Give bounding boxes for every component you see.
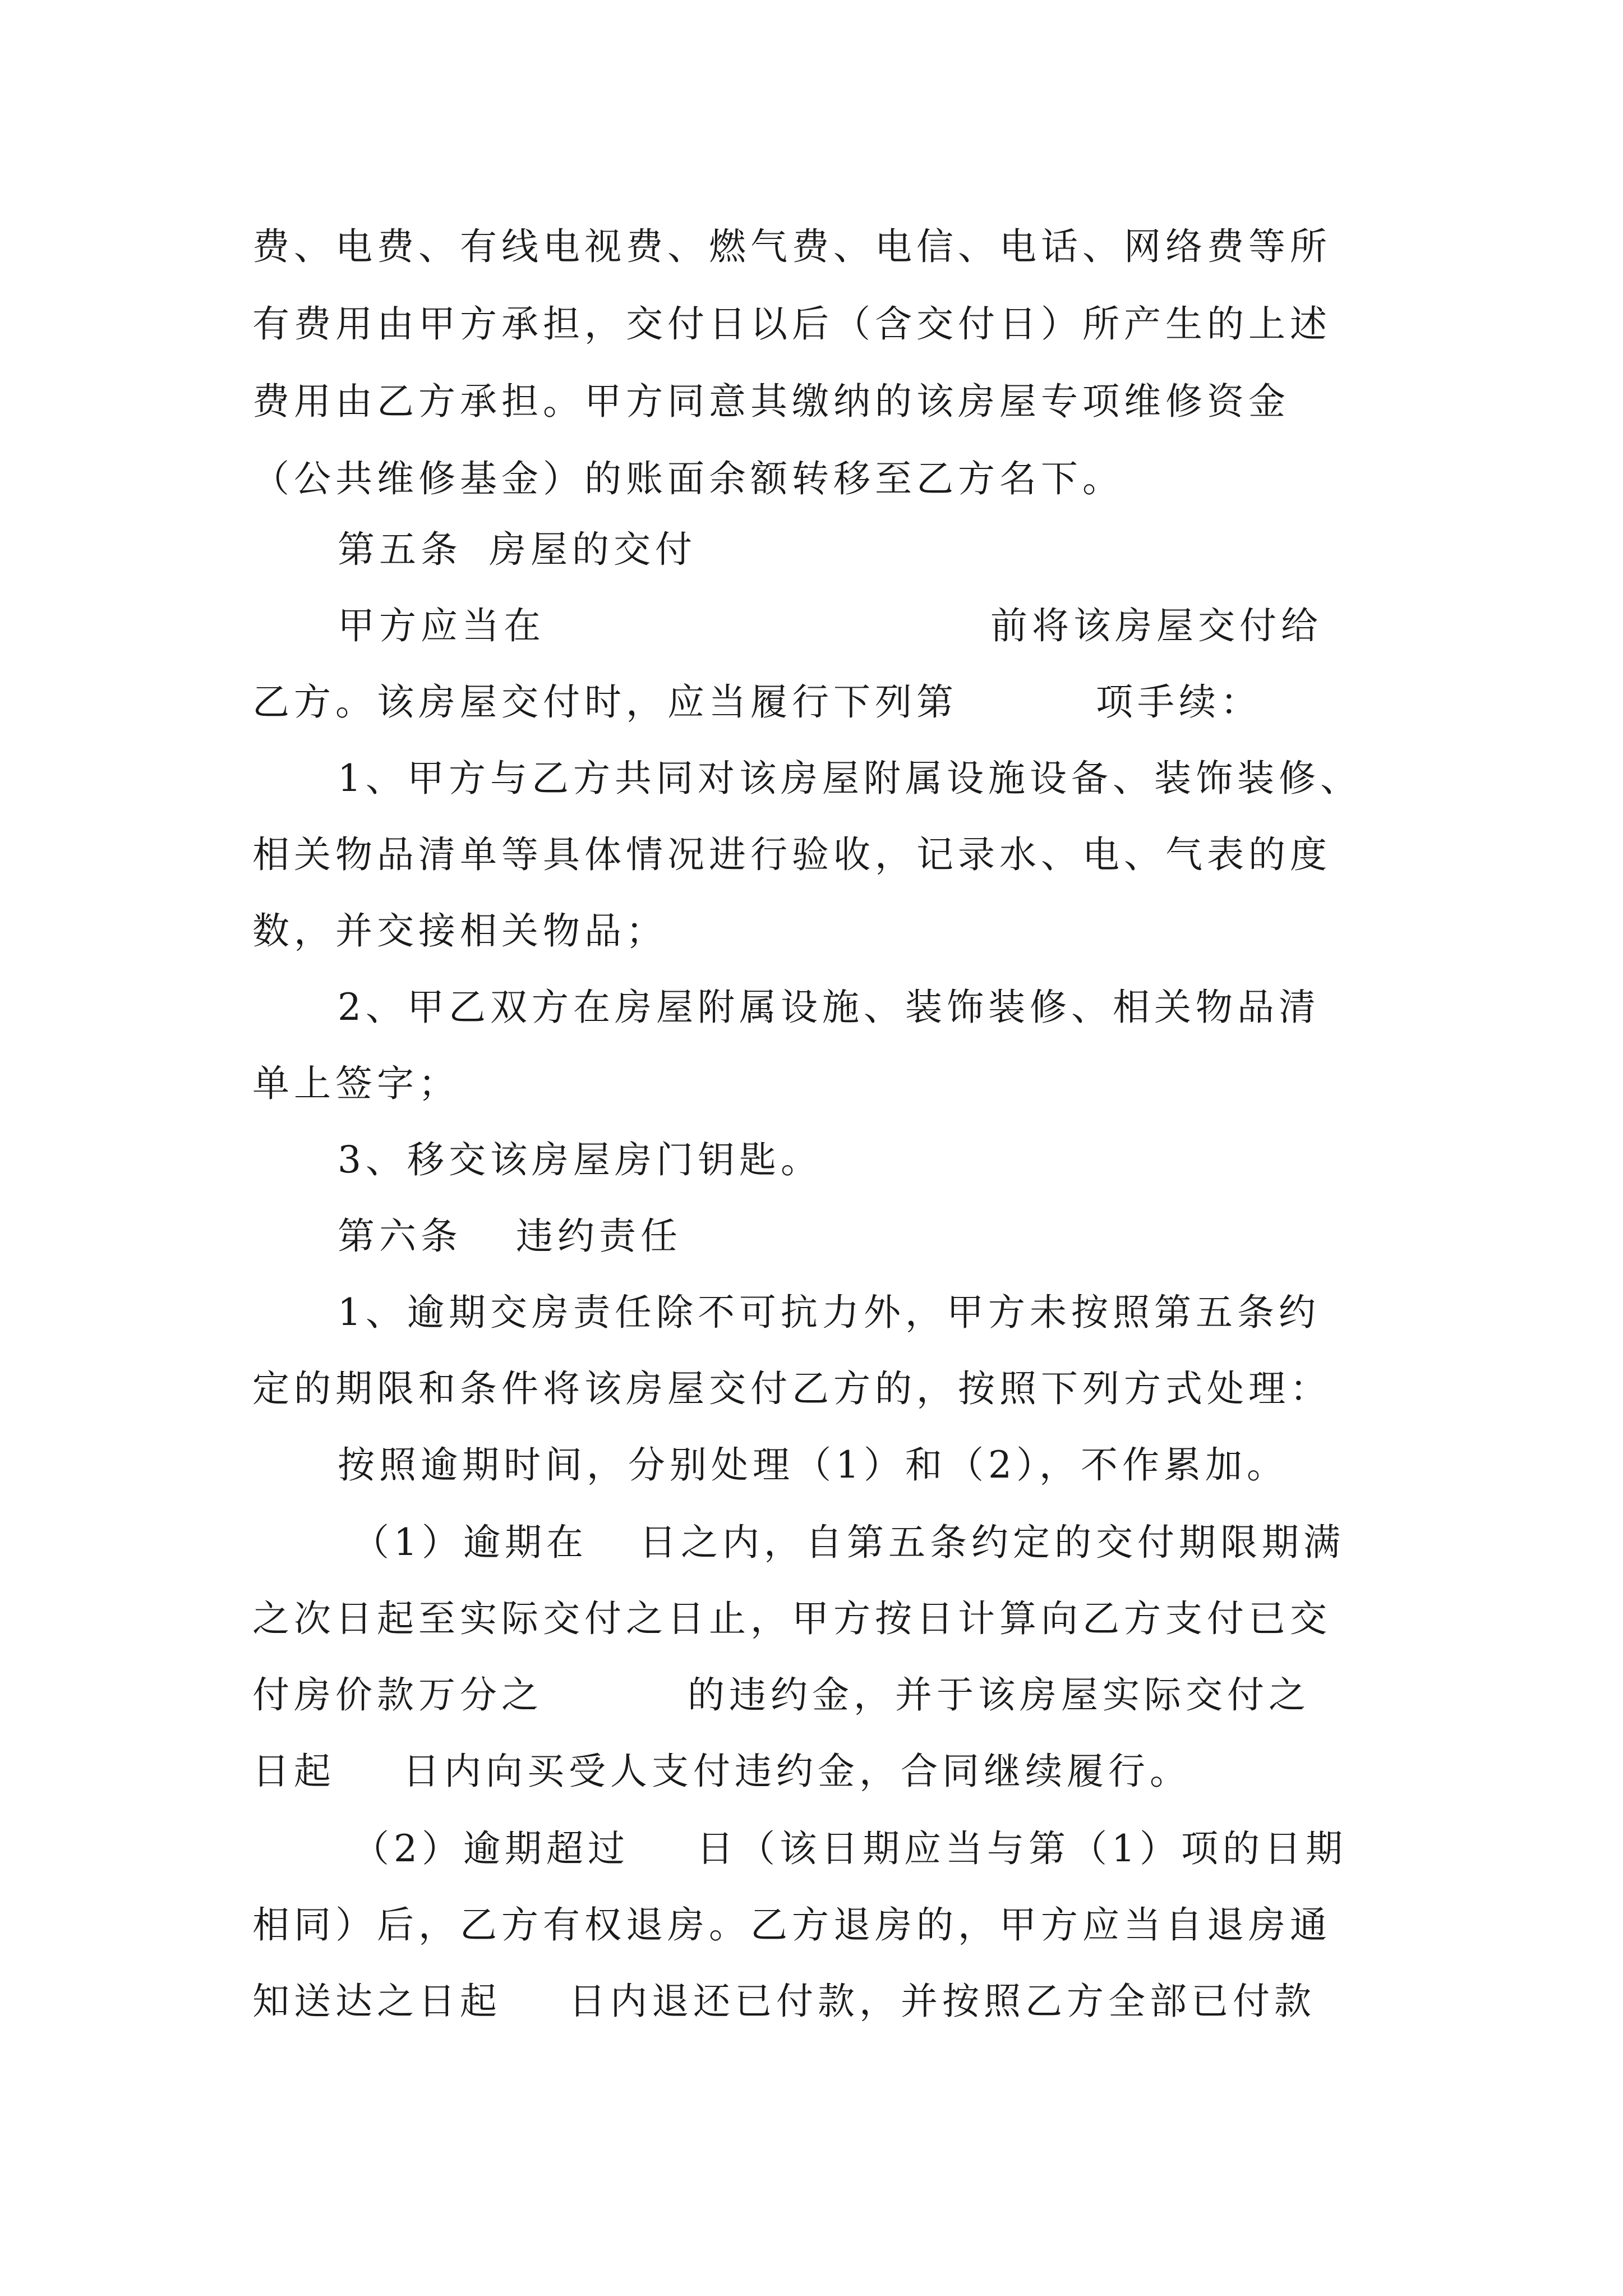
text-segment: （2）逾期超过	[352, 1827, 629, 1870]
text-segment: 乙方。该房屋交付时，应当履行下列第	[252, 680, 958, 724]
article-number: 第五条	[338, 528, 462, 571]
text-segment: 前将该房屋交付给	[990, 604, 1322, 647]
text-segment: 付房价款万分之	[252, 1673, 543, 1717]
text-segment: 日内退还已付款，并按照乙方全部已付款	[569, 1980, 1316, 2023]
text-segment: 日内向买受人支付违约金，合同继续履行。	[403, 1750, 1191, 1793]
text-segment: 项手续：	[1096, 680, 1262, 724]
text-segment: 的违约金，并于该房屋实际交付之	[688, 1673, 1310, 1717]
text-segment: 日（该日期应当与第（1）项的日期	[697, 1827, 1347, 1870]
article-title: 房屋的交付	[489, 528, 697, 571]
text-segment: 日起	[252, 1750, 335, 1793]
sub-item	[352, 1511, 1385, 1574]
text-segment: 知送达之日起	[252, 1980, 501, 2023]
paragraph-line: （公共维修基金）的账面余额转移至乙方名下。	[252, 457, 1124, 500]
paragraph-line: 费、电费、有线电视费、燃气费、电信、电话、网络费等所	[252, 225, 1331, 268]
paragraph-line	[338, 595, 1385, 657]
text-segment: 日之内，自第五条约定的交付期限期满	[639, 1521, 1345, 1564]
paragraph-line	[252, 1970, 1385, 2033]
text-segment: （1）逾期在	[352, 1521, 588, 1564]
paragraph-line: 有费用由甲方承担，交付日以后（含交付日）所产生的上述	[252, 302, 1331, 346]
article-title: 违约责任	[516, 1214, 682, 1258]
list-item: 2、甲乙双方在房屋附属设施、装饰装修、相关物品清	[338, 986, 1320, 1029]
list-item: 3、移交该房屋房门钥匙。	[338, 1138, 822, 1181]
sub-item	[352, 1818, 1385, 1880]
text-segment: 甲方应当在	[338, 604, 545, 647]
paragraph-line	[252, 671, 1385, 734]
list-item: 1、逾期交房责任除不可抗力外，甲方未按照第五条约	[338, 1291, 1320, 1334]
paragraph-line: 数，并交接相关物品；	[252, 909, 667, 953]
paragraph-line: 费用由乙方承担。甲方同意其缴纳的该房屋专项维修资金	[252, 380, 1290, 423]
paragraph-line: 之次日起至实际交付之日止，甲方按日计算向乙方支付已交	[252, 1597, 1331, 1640]
paragraph-line: 按照逾期时间，分别处理（1）和（2），不作累加。	[338, 1443, 1288, 1487]
article-number: 第六条	[338, 1214, 462, 1258]
paragraph-line	[252, 1740, 1385, 1803]
paragraph-line: 相关物品清单等具体情况进行验收，记录水、电、气表的度	[252, 833, 1331, 876]
paragraph-line: 定的期限和条件将该房屋交付乙方的，按照下列方式处理：	[252, 1367, 1331, 1410]
paragraph-line: 相同）后，乙方有权退房。乙方退房的，甲方应当自退房通	[252, 1903, 1331, 1947]
article-5-heading	[338, 518, 1385, 581]
article-6-heading	[338, 1205, 1385, 1268]
list-item: 1、甲方与乙方共同对该房屋附属设施设备、装饰装修、	[338, 757, 1362, 800]
paragraph-line	[252, 1664, 1385, 1727]
paragraph-line: 单上签字；	[252, 1062, 460, 1105]
